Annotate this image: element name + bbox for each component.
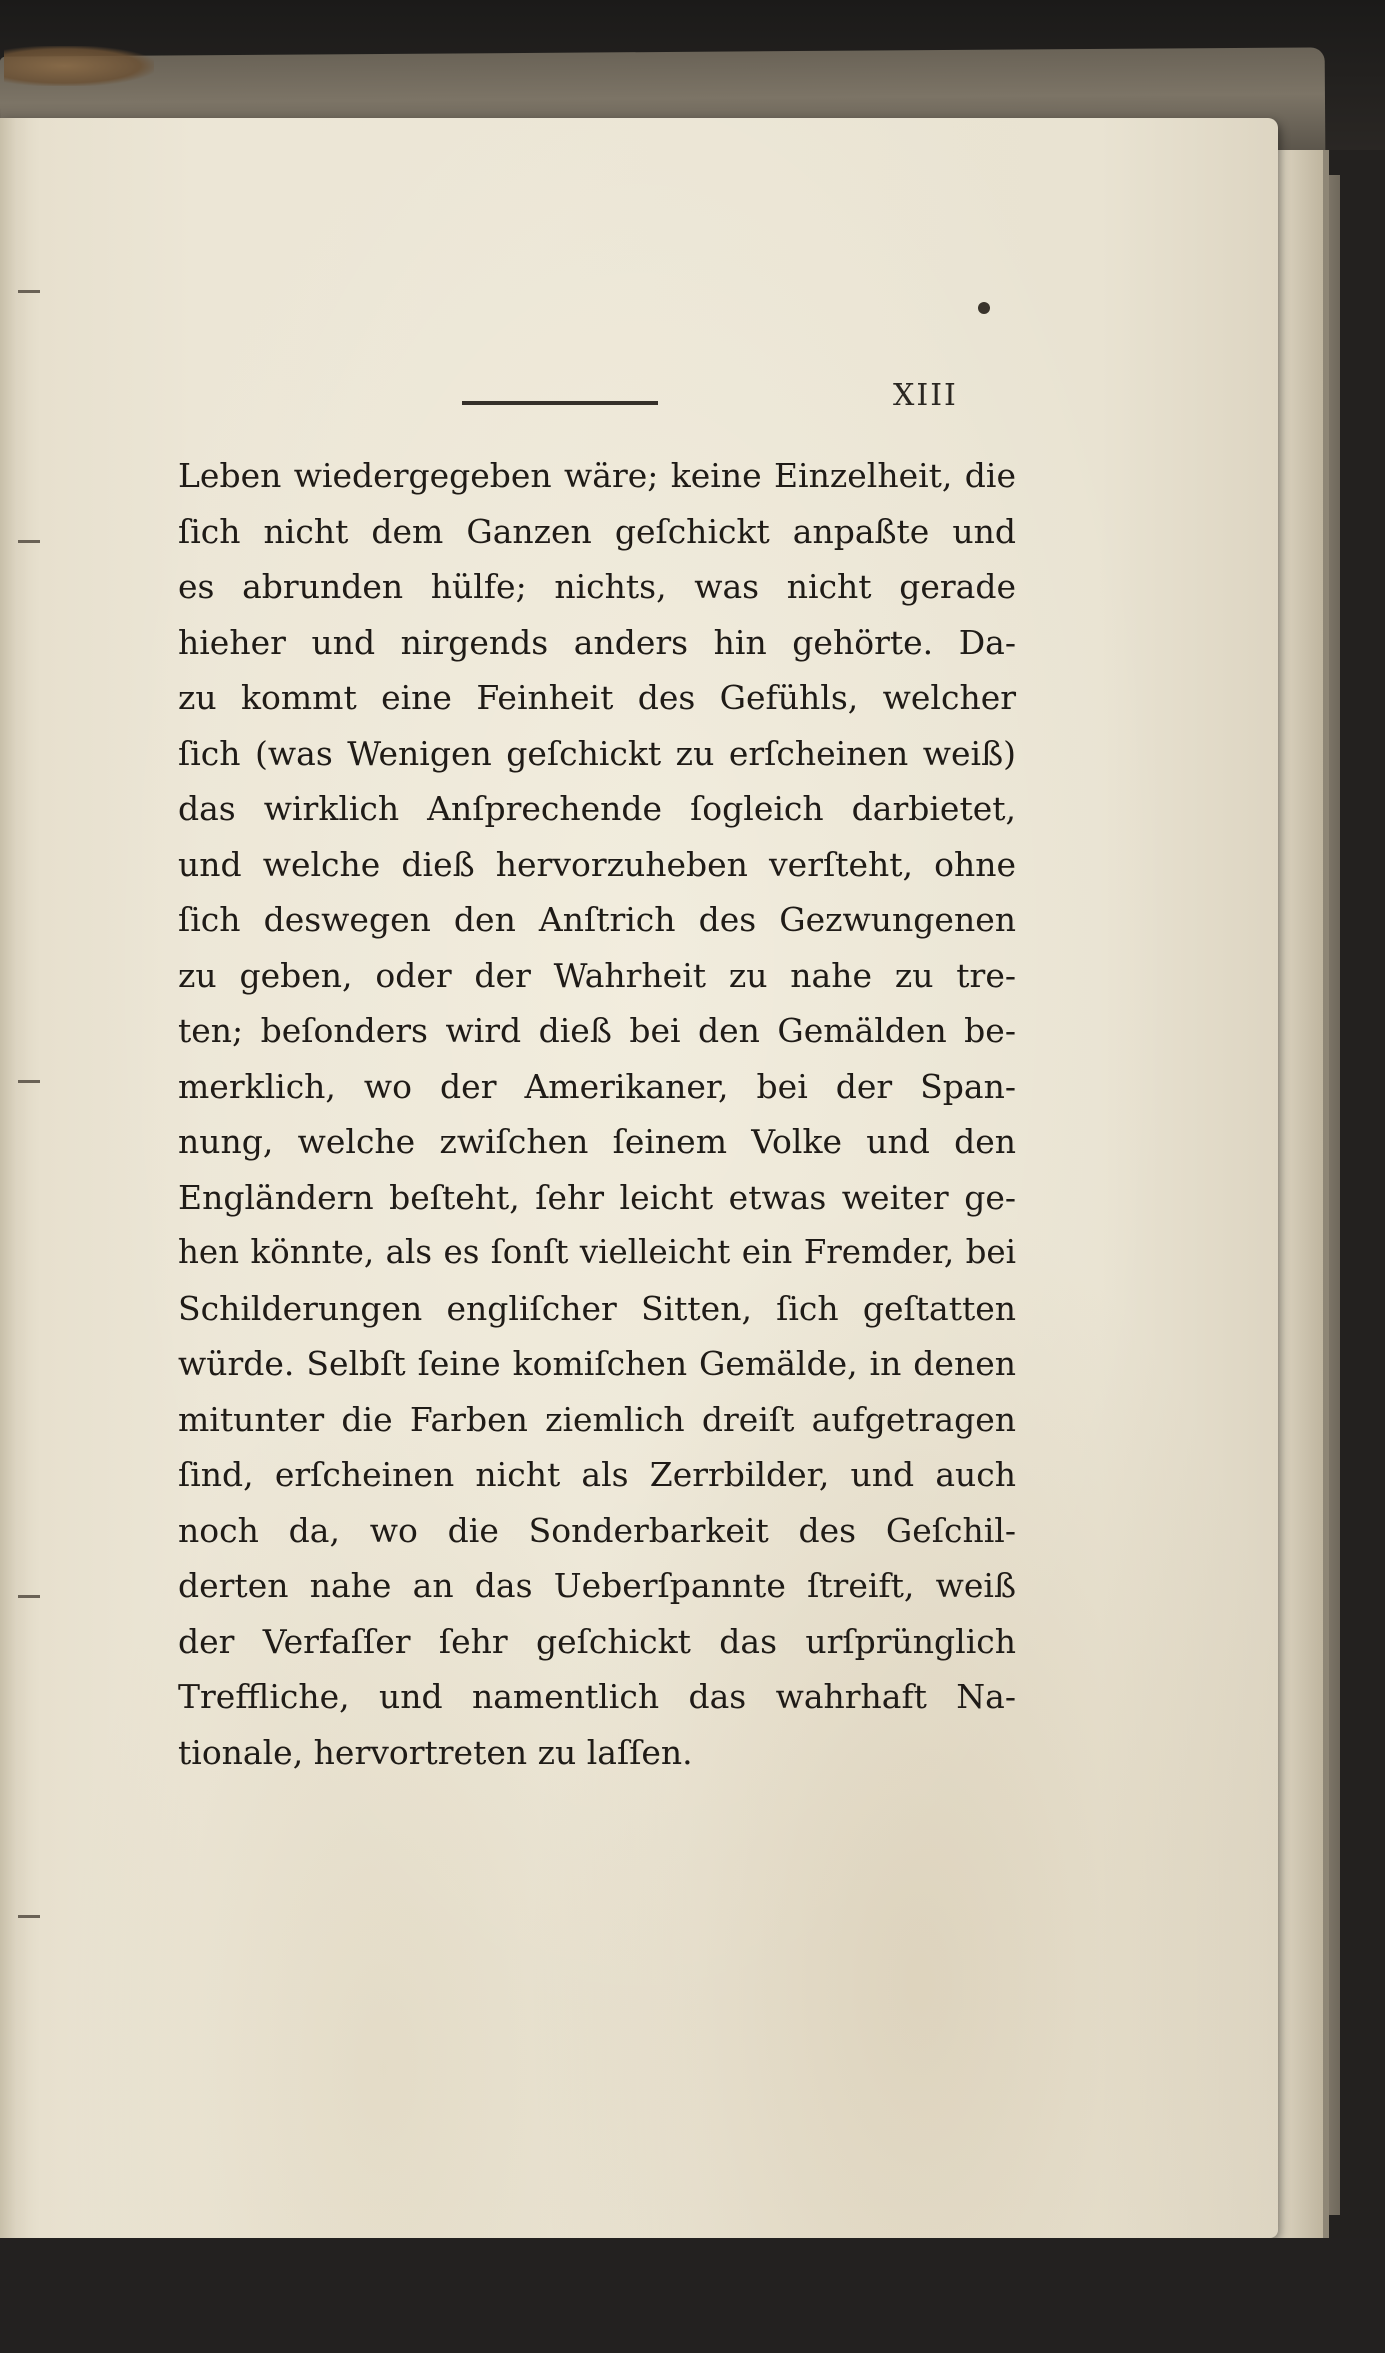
text-line: ſich deswegen den Anſtrich des Gezwungenen — [178, 900, 1016, 939]
text-line: würde. Selbſt ſeine komiſchen Gemälde, in denen — [178, 1344, 1016, 1383]
text-line: derten nahe an das Ueberſpannte ſtreift, weiß — [178, 1566, 1016, 1605]
text-line: Treffliche, und namentlich das wahrhaft Na- — [178, 1677, 1016, 1716]
text-line: tionale, hervortreten zu laſſen. — [178, 1732, 693, 1772]
text-line: hen könnte, als es ſonſt vielleicht ein Fremder, bei — [178, 1233, 1016, 1271]
text-line: nung, welche zwiſchen ſeinem Volke und den — [178, 1122, 1016, 1161]
binding-stitch — [18, 1080, 40, 1083]
cover-stain — [4, 46, 154, 86]
text-line: Engländern beſteht, ſehr leicht etwas weiter ge- — [178, 1177, 1016, 1217]
text-line: der Verfaſſer ſehr geſchickt das urſprünglich — [178, 1621, 1016, 1661]
text-line: hieher und nirgends anders hin gehörte. Da- — [178, 622, 1016, 662]
ink-speck — [978, 302, 990, 314]
text-line: Leben wiedergegeben wäre; keine Einzelheit, die — [178, 456, 1016, 495]
text-line: ten; beſonders wird dieß bei den Gemälden be- — [178, 1011, 1016, 1050]
text-line: zu geben, oder der Wahrheit zu nahe zu tre- — [178, 955, 1016, 995]
text-line: ſich nicht dem Ganzen geſchickt anpaßte und — [178, 511, 1016, 551]
body-text — [178, 448, 1016, 1780]
text-line: ſind, erſcheinen nicht als Zerrbilder, und auch — [178, 1455, 1016, 1494]
text-line: ſich (was Wenigen geſchickt zu erſcheinen weiß) — [178, 733, 1016, 773]
dark-background-bottom — [0, 2238, 1385, 2353]
text-line: noch da, wo die Sonderbarkeit des Geſchil- — [178, 1510, 1016, 1550]
text-line: merklich, wo der Amerikaner, bei der Span- — [178, 1066, 1016, 1106]
page-number: XIII — [893, 378, 958, 413]
text-line: und welche dieß hervorzuheben verſteht, ohne — [178, 844, 1016, 884]
binding-stitch — [18, 540, 40, 543]
text-line: es abrunden hülfe; nichts, was nicht gerade — [178, 567, 1016, 606]
binding-stitch — [18, 290, 40, 293]
text-line: mitunter die Farben ziemlich dreiſt aufgetragen — [178, 1399, 1016, 1439]
binding-stitch — [18, 1915, 40, 1918]
page-gutter — [0, 118, 28, 2238]
text-line: Schilderungen engliſcher Sitten, ſich geſtatten — [178, 1288, 1016, 1328]
text-line: zu kommt eine Feinheit des Gefühls, welcher — [178, 678, 1016, 717]
binding-stitch — [18, 1595, 40, 1598]
text-line: das wirklich Anſprechende ſogleich darbietet, — [178, 789, 1016, 828]
header-rule — [462, 401, 658, 405]
